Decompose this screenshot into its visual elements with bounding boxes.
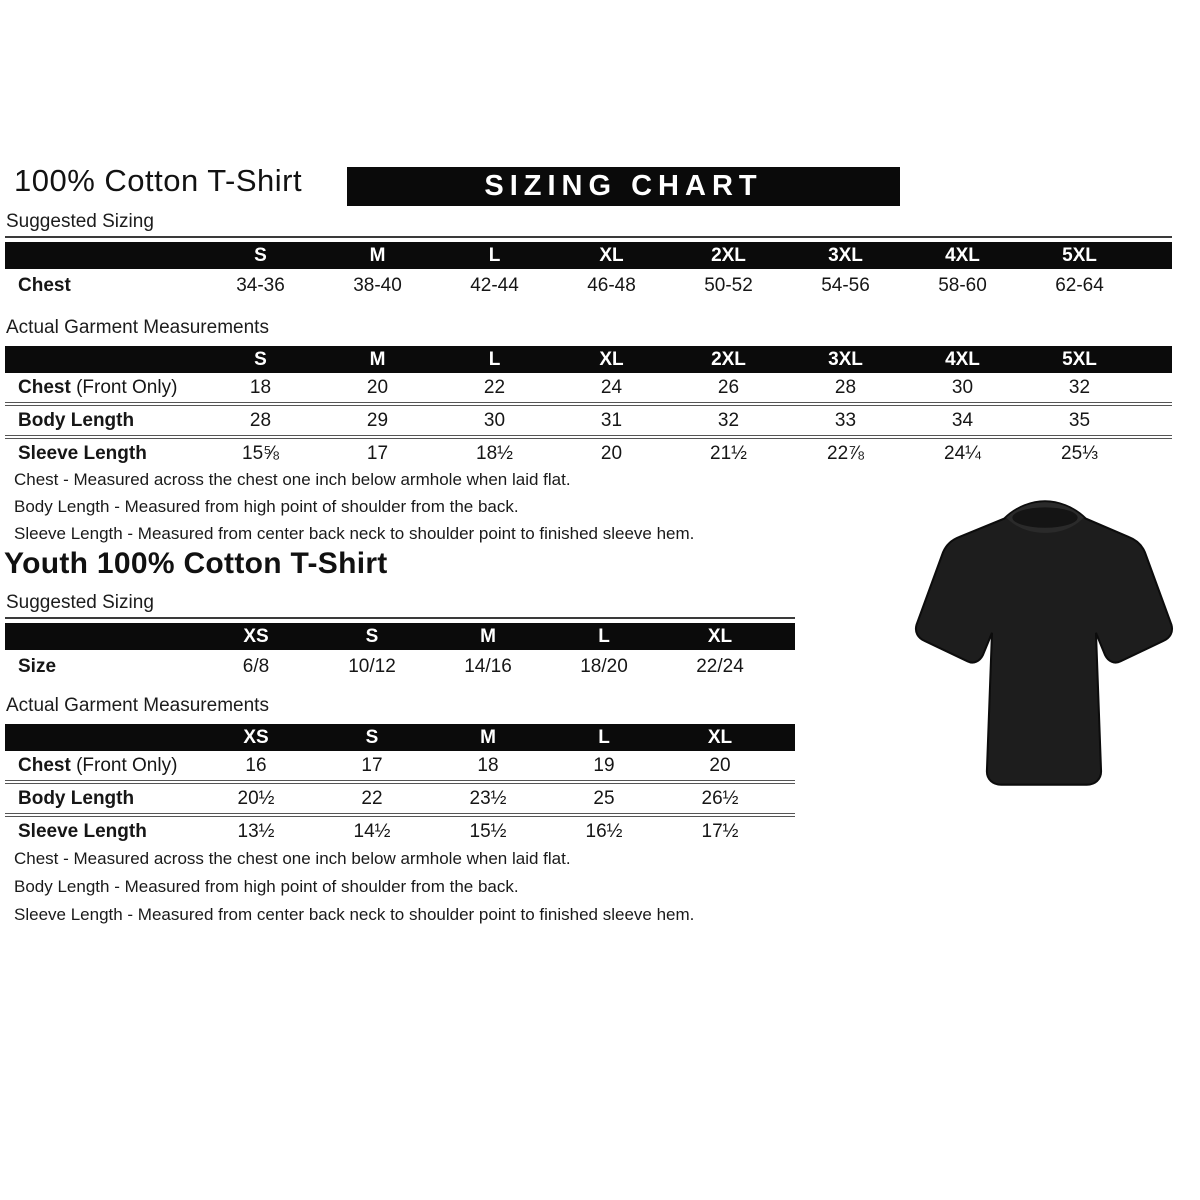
row-label-cell: Chest bbox=[18, 274, 71, 296]
column-header-cell: M bbox=[369, 245, 386, 266]
value-cell: 33 bbox=[834, 409, 857, 431]
section-label: Actual Garment Measurements bbox=[6, 695, 269, 716]
row-label-cell: Sleeve Length bbox=[18, 820, 147, 842]
column-header-cell: L bbox=[598, 626, 610, 647]
row-label-cell: Chest (Front Only) bbox=[18, 754, 178, 776]
value-cell: 42-44 bbox=[470, 274, 519, 296]
value-cell: 24¼ bbox=[944, 442, 981, 464]
column-header-cell: 3XL bbox=[828, 349, 863, 370]
value-cell: 22 bbox=[361, 787, 383, 809]
section-label: Actual Garment Measurements bbox=[6, 317, 269, 338]
value-cell: 24 bbox=[600, 376, 623, 398]
value-cell: 22/24 bbox=[696, 655, 744, 677]
value-cell: 54-56 bbox=[821, 274, 870, 296]
column-header-cell: M bbox=[369, 349, 386, 370]
table-header-row bbox=[5, 623, 795, 650]
value-cell: 21½ bbox=[710, 442, 747, 464]
row-label-cell: Size bbox=[18, 655, 57, 677]
value-cell: 15⅝ bbox=[242, 442, 279, 464]
sizing-chart-banner: SIZING CHART bbox=[347, 167, 900, 206]
table-header-row bbox=[5, 724, 795, 751]
value-cell: 58-60 bbox=[938, 274, 987, 296]
section-label: Suggested Sizing bbox=[5, 592, 795, 619]
column-header-cell: 5XL bbox=[1062, 245, 1097, 266]
value-cell: 50-52 bbox=[704, 274, 753, 296]
value-cell: 22 bbox=[483, 376, 506, 398]
youth-title: Youth 100% Cotton T-Shirt bbox=[4, 547, 388, 580]
column-header-cell: L bbox=[488, 245, 501, 266]
table-row bbox=[5, 435, 1172, 468]
value-cell: 34-36 bbox=[236, 274, 285, 296]
value-cell: 34 bbox=[951, 409, 974, 431]
black-tshirt-graphic bbox=[892, 486, 1198, 802]
row-label-cell: Body Length bbox=[18, 787, 135, 809]
adult-actual-table bbox=[5, 346, 1172, 468]
value-cell: 20 bbox=[366, 376, 389, 398]
value-cell: 14/16 bbox=[464, 655, 512, 677]
value-cell: 26½ bbox=[701, 787, 739, 809]
value-cell: 35 bbox=[1068, 409, 1091, 431]
youth-actual-table bbox=[5, 724, 795, 846]
value-cell: 31 bbox=[600, 409, 623, 431]
adult-measurement-notes bbox=[14, 466, 894, 547]
row-label-cell: Chest (Front Only) bbox=[18, 376, 178, 398]
column-header-cell: S bbox=[365, 626, 379, 647]
value-cell: 19 bbox=[593, 754, 615, 776]
column-header-cell: XL bbox=[599, 245, 624, 266]
column-header-cell: 5XL bbox=[1062, 349, 1097, 370]
table-row bbox=[5, 813, 795, 846]
value-cell: 15½ bbox=[469, 820, 507, 842]
value-cell: 17½ bbox=[701, 820, 739, 842]
value-cell: 26 bbox=[717, 376, 740, 398]
note-line: Chest - Measured across the chest one inch below armhole when laid flat. bbox=[14, 849, 571, 868]
table-row bbox=[5, 402, 1172, 435]
value-cell: 16 bbox=[245, 754, 267, 776]
value-cell: 28 bbox=[834, 376, 857, 398]
table-row bbox=[5, 780, 795, 813]
section-label: Suggested Sizing bbox=[5, 211, 1172, 238]
column-header-cell: XS bbox=[243, 626, 269, 647]
value-cell: 20½ bbox=[237, 787, 275, 809]
value-cell: 18/20 bbox=[580, 655, 628, 677]
value-cell: 32 bbox=[1068, 376, 1091, 398]
value-cell: 20 bbox=[600, 442, 623, 464]
youth-suggested-table bbox=[5, 623, 795, 683]
value-cell: 30 bbox=[483, 409, 506, 431]
value-cell: 28 bbox=[249, 409, 272, 431]
note-line: Body Length - Measured from high point of shoulder from the back. bbox=[14, 877, 519, 896]
column-header-cell: L bbox=[598, 727, 610, 748]
value-cell: 6/8 bbox=[242, 655, 270, 677]
column-header-cell: M bbox=[480, 727, 496, 748]
value-cell: 16½ bbox=[585, 820, 623, 842]
adult-suggested-table bbox=[5, 242, 1172, 302]
note-line: Body Length - Measured from high point of shoulder from the back. bbox=[14, 497, 519, 516]
adult-actual-section bbox=[5, 317, 1172, 468]
value-cell: 23½ bbox=[469, 787, 507, 809]
value-cell: 14½ bbox=[353, 820, 391, 842]
column-header-cell: XL bbox=[599, 349, 624, 370]
value-cell: 13½ bbox=[237, 820, 275, 842]
value-cell: 17 bbox=[361, 754, 383, 776]
row-label-cell: Body Length bbox=[18, 409, 135, 431]
value-cell: 18 bbox=[249, 376, 272, 398]
column-header-cell: S bbox=[365, 727, 379, 748]
value-cell: 46-48 bbox=[587, 274, 636, 296]
column-header-cell: XS bbox=[243, 727, 269, 748]
table-row bbox=[5, 269, 1172, 302]
column-header-cell: 2XL bbox=[711, 349, 746, 370]
column-header-cell: S bbox=[254, 245, 267, 266]
tshirt-body bbox=[916, 501, 1172, 784]
value-cell: 17 bbox=[366, 442, 389, 464]
youth-actual-section bbox=[5, 695, 795, 846]
value-cell: 38-40 bbox=[353, 274, 402, 296]
value-cell: 10/12 bbox=[348, 655, 396, 677]
row-label-cell: Sleeve Length bbox=[18, 442, 147, 464]
table-header-row bbox=[5, 346, 1172, 373]
table-header-row bbox=[5, 242, 1172, 269]
column-header-cell: L bbox=[488, 349, 501, 370]
column-header-cell: 2XL bbox=[711, 245, 746, 266]
column-header-cell: M bbox=[480, 626, 496, 647]
page-title: 100% Cotton T-Shirt bbox=[14, 163, 303, 198]
value-cell: 18 bbox=[477, 754, 499, 776]
table-row bbox=[5, 373, 1172, 402]
table-row bbox=[5, 650, 795, 683]
table-row bbox=[5, 751, 795, 780]
tshirt-photo bbox=[892, 486, 1198, 802]
value-cell: 62-64 bbox=[1055, 274, 1104, 296]
column-header-cell: S bbox=[254, 349, 267, 370]
tshirt-neck-shadow bbox=[1012, 507, 1077, 527]
value-cell: 32 bbox=[717, 409, 740, 431]
value-cell: 22⅞ bbox=[827, 442, 864, 464]
note-line: Chest - Measured across the chest one inch below armhole when laid flat. bbox=[14, 470, 571, 489]
youth-suggested-section bbox=[5, 592, 795, 683]
column-header-cell: 3XL bbox=[828, 245, 863, 266]
note-line: Sleeve Length - Measured from center back neck to shoulder point to finished sleeve hem. bbox=[14, 524, 695, 543]
value-cell: 20 bbox=[709, 754, 731, 776]
value-cell: 30 bbox=[951, 376, 974, 398]
column-header-cell: XL bbox=[707, 727, 733, 748]
value-cell: 18½ bbox=[476, 442, 513, 464]
adult-suggested-section bbox=[5, 211, 1172, 302]
youth-measurement-notes bbox=[14, 845, 894, 929]
note-line: Sleeve Length - Measured from center back neck to shoulder point to finished sleeve hem. bbox=[14, 905, 695, 924]
column-header-cell: XL bbox=[707, 626, 733, 647]
column-header-cell: 4XL bbox=[945, 245, 980, 266]
value-cell: 25 bbox=[593, 787, 615, 809]
value-cell: 29 bbox=[366, 409, 389, 431]
value-cell: 25⅓ bbox=[1061, 442, 1098, 464]
column-header-cell: 4XL bbox=[945, 349, 980, 370]
